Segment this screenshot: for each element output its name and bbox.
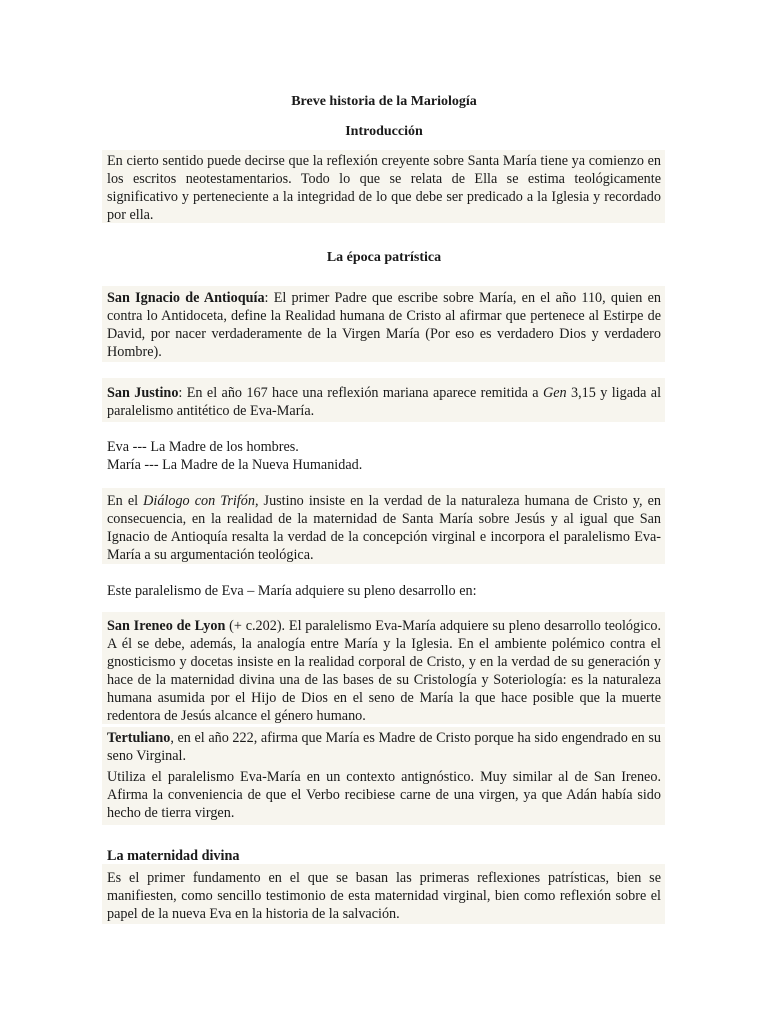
dialogo-text-a: En el	[107, 493, 144, 509]
maternidad-paragraph: Es el primer fundamento en el que se basan las primeras reflexiones patrísticas, bien se manifiesten, como sencillo testimonio de esta maternidad virginal, bien como reflexión sobre el papel de la nueva Eva en la historia de la salvación.	[107, 870, 661, 922]
patristic-heading: La época patrística	[326, 250, 442, 265]
ignacio-name: San Ignacio de Antioquía	[107, 290, 265, 306]
tertuliano-name: Tertuliano	[107, 730, 171, 746]
ireneo-paragraph	[107, 617, 661, 725]
tertuliano-text: , en el año 222, afirma que María es Madre de Cristo porque ha sido engendrado en su seno Virginal.	[107, 730, 661, 764]
tertuliano-paragraph	[107, 729, 661, 765]
maria-line: María --- La Madre de la Nueva Humanidad.	[107, 457, 363, 473]
dialogo-text-b: , Justino insiste en la verdad de la naturaleza humana de Cristo y, en consecuencia, en la realidad de la maternidad de Santa María sobre Jesús y al igual que San Ignacio de Antioquía resalta la verdad de la concepción virginal e incorpora el paralelismo Eva-María a su argumentación teológica.	[107, 493, 661, 563]
dialogo-work: Diálogo con Trifón	[143, 493, 255, 509]
justino-name: San Justino	[107, 385, 179, 401]
maternidad-heading: La maternidad divina	[107, 848, 240, 864]
paralelismo-line: Este paralelismo de Eva – María adquiere su pleno desarrollo en:	[107, 583, 477, 599]
justino-text-a: : En el año 167 hace una reflexión mariana aparece remitida a	[178, 385, 543, 401]
ireneo-name: San Ireneo de Lyon	[107, 618, 226, 634]
ireneo-text: (+ c.202). El paralelismo Eva-María adquiere su pleno desarrollo teológico. A él se debe, además, la analogía entre María y la Iglesia. En el ambiente polémico contra el gnosticismo y docetas insiste en la realidad corporal de Cristo, y en la verdad de su generación y hace de la maternidad divina una de las bases de su Cristología y Soteriología: es la naturaleza humana asumida por el Hijo de Dios en el seno de María la que hace posible que la muerte redentora de Jesús alcance el género humano.	[107, 618, 661, 724]
tertuliano-paragraph-2: Utiliza el paralelismo Eva-María en un contexto antignóstico. Muy similar al de San Ireneo. Afirma la conveniencia de que el Verbo recibiese carne de una virgen, ya que Adán había sido hecho de tierra virgen.	[107, 769, 661, 821]
ignacio-paragraph	[107, 289, 661, 361]
justino-text-b: 3,15 y ligada al paralelismo antitético de Eva-María.	[107, 385, 662, 419]
intro-paragraph: En cierto sentido puede decirse que la reflexión creyente sobre Santa María tiene ya comienzo en los escritos neotestamentarios. Todo lo que se relata de Ella se estima teológicamente significativo y perteneciente a la integridad de lo que debe ser predicado a la Iglesia y recordado por ella.	[107, 153, 661, 223]
document-title: Breve historia de la Mariología	[291, 94, 477, 109]
dialogo-paragraph	[107, 492, 661, 564]
intro-heading: Introducción	[345, 124, 423, 139]
eva-line: Eva --- La Madre de los hombres.	[107, 439, 299, 455]
ignacio-text: : El primer Padre que escribe sobre María, en el año 110, quien en contra lo Antidoceta, define la Realidad humana de Cristo al afirmar que pertenece al Estirpe de David, por nacer verdaderamente de la Virgen María (Por eso es verdadero Dios y verdadero Hombre).	[107, 290, 661, 360]
justino-paragraph	[107, 384, 661, 420]
justino-ref: Gen	[543, 385, 567, 401]
